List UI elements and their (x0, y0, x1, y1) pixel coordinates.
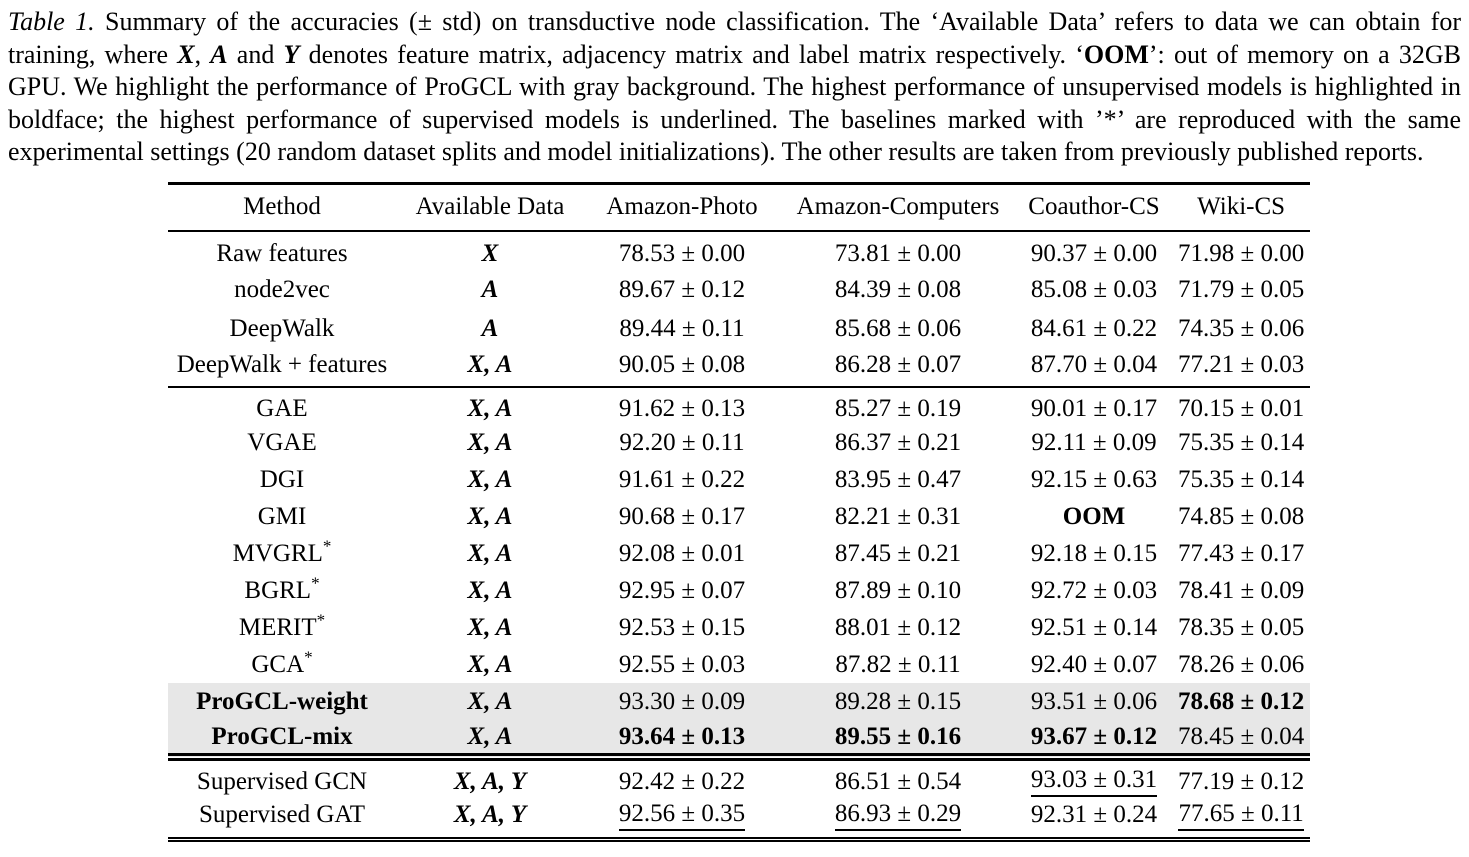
accuracy-value: 78.68 ± 0.12 (1178, 687, 1305, 715)
caption-segment: A (210, 39, 228, 69)
method-name (168, 757, 396, 798)
value-cell (584, 309, 780, 348)
method-name (168, 231, 396, 270)
accuracy-value: 92.08 ± 0.01 (618, 539, 746, 567)
value-cell (780, 231, 1016, 270)
accuracy-value: 93.03 ± 0.31 (1031, 767, 1157, 797)
table-row (168, 387, 1310, 424)
method-label: Raw features (216, 239, 348, 267)
value-cell (584, 572, 780, 609)
method-name (168, 609, 396, 646)
table-group-0 (168, 231, 1310, 387)
column-header-wiki-cs: Wiki-CS (1197, 193, 1286, 221)
accuracy-value: 78.26 ± 0.06 (1178, 650, 1305, 678)
method-name (168, 683, 396, 720)
accuracy-value: 84.39 ± 0.08 (834, 275, 962, 303)
method-name (168, 387, 396, 424)
accuracy-value: 77.43 ± 0.17 (1178, 539, 1305, 567)
available-data: X, A (467, 428, 513, 456)
caption-segment: OOM (1083, 39, 1149, 69)
value-cell (1172, 720, 1310, 757)
table-caption (8, 6, 1461, 169)
value-cell (780, 683, 1016, 720)
value-cell (780, 387, 1016, 424)
table-row (168, 231, 1310, 270)
accuracy-value: 90.05 ± 0.08 (618, 350, 746, 378)
method-name (168, 798, 396, 839)
value-cell (1172, 348, 1310, 387)
accuracy-value: 87.89 ± 0.10 (834, 576, 962, 604)
table-row (168, 757, 1310, 798)
method-name (168, 646, 396, 683)
method-name (168, 270, 396, 309)
available-data: X, A (467, 394, 513, 422)
value-cell (584, 683, 780, 720)
caption-segment: denotes feature matrix, adjacency matrix and label matrix respectively. ‘ (299, 39, 1084, 69)
accuracy-value: 78.35 ± 0.05 (1178, 613, 1305, 641)
accuracy-value: 92.31 ± 0.24 (1030, 801, 1158, 829)
accuracy-value: 78.53 ± 0.00 (618, 239, 746, 267)
caption-segment: ’: out of memory on a 32GB GPU. We highlight the performance of ProGCL with gray background. The highest performance of unsupervised models is highlighted in boldface; the highest performance of supervised models is underlined. The baselines marked with ’*’ are reproduced with the same experimental settings (20 random dataset splits and model initializations). The other results are taken from previously published reports. (8, 39, 1461, 166)
table-row (168, 683, 1310, 720)
available-data: X, A, Y (453, 767, 527, 795)
caption-segment: , (194, 39, 211, 69)
accuracy-value: OOM (1062, 502, 1126, 530)
table-row (168, 535, 1310, 572)
method-name (168, 348, 396, 387)
value-cell (1172, 646, 1310, 683)
available-data: A (481, 275, 499, 303)
value-cell (1016, 387, 1172, 424)
results-table (168, 182, 1310, 842)
accuracy-value: 71.79 ± 0.05 (1178, 275, 1305, 303)
accuracy-value: 92.18 ± 0.15 (1030, 539, 1158, 567)
accuracy-value: 77.21 ± 0.03 (1178, 350, 1305, 378)
available-data: X, A (467, 539, 513, 567)
method-label: Supervised GCN (196, 767, 368, 795)
value-cell (780, 270, 1016, 309)
value-cell (584, 798, 780, 839)
accuracy-value: 78.45 ± 0.04 (1178, 722, 1305, 750)
value-cell (780, 424, 1016, 461)
value-cell (584, 270, 780, 309)
accuracy-value: 71.98 ± 0.00 (1178, 239, 1305, 267)
accuracy-value: 89.28 ± 0.15 (834, 687, 962, 715)
value-cell (584, 387, 780, 424)
accuracy-value: 90.01 ± 0.17 (1030, 394, 1158, 422)
value-cell (780, 572, 1016, 609)
available-data: X (481, 239, 499, 267)
column-header-available-data: Available Data (415, 193, 565, 221)
accuracy-value: 92.20 ± 0.11 (619, 428, 745, 456)
available-data: X, A (467, 687, 513, 715)
value-cell (1016, 572, 1172, 609)
accuracy-value: 84.61 ± 0.22 (1030, 314, 1158, 342)
available-data: X, A (467, 502, 513, 530)
accuracy-value: 86.93 ± 0.29 (835, 801, 961, 831)
value-cell (1016, 646, 1172, 683)
value-cell (1016, 757, 1172, 798)
value-cell (1016, 309, 1172, 348)
table-row (168, 720, 1310, 757)
method-label: MERIT (238, 613, 317, 641)
accuracy-value: 86.37 ± 0.21 (834, 428, 962, 456)
accuracy-value: 85.27 ± 0.19 (834, 394, 962, 422)
value-cell (1172, 387, 1310, 424)
value-cell (584, 757, 780, 798)
accuracy-value: 75.35 ± 0.14 (1178, 465, 1305, 493)
method-name (168, 424, 396, 461)
accuracy-value: 89.55 ± 0.16 (834, 722, 962, 750)
available-data: X, A (467, 722, 513, 750)
value-cell (1016, 231, 1172, 270)
accuracy-value: 92.42 ± 0.22 (618, 767, 746, 795)
value-cell (1172, 535, 1310, 572)
value-cell (584, 646, 780, 683)
caption-segment: Summary of the accuracies (± std) on transductive node classification. The ‘Available Data’ refers to data we can obtain for training, where (8, 7, 1462, 69)
accuracy-value: 74.35 ± 0.06 (1178, 314, 1305, 342)
table-row (168, 646, 1310, 683)
accuracy-value: 92.72 ± 0.03 (1030, 576, 1158, 604)
accuracy-value: 92.55 ± 0.03 (618, 650, 746, 678)
value-cell (780, 498, 1016, 535)
method-name (168, 498, 396, 535)
column-header-amazon-computers: Amazon-Computers (796, 193, 1000, 221)
value-cell (1016, 498, 1172, 535)
available-data: X, A (467, 465, 513, 493)
accuracy-value: 87.70 ± 0.04 (1030, 350, 1158, 378)
value-cell (1016, 348, 1172, 387)
accuracy-value: 92.51 ± 0.14 (1030, 613, 1158, 641)
table-row (168, 424, 1310, 461)
reproduced-marker: * (311, 573, 320, 593)
value-cell (1172, 270, 1310, 309)
accuracy-value: 88.01 ± 0.12 (834, 613, 962, 641)
accuracy-value: 75.35 ± 0.14 (1178, 428, 1305, 456)
value-cell (780, 461, 1016, 498)
accuracy-value: 92.56 ± 0.35 (619, 801, 745, 831)
value-cell (780, 798, 1016, 839)
accuracy-value: 83.95 ± 0.47 (834, 465, 962, 493)
available-data: X, A, Y (453, 801, 527, 829)
accuracy-value: 87.82 ± 0.11 (835, 650, 961, 678)
value-cell (1172, 757, 1310, 798)
accuracy-value: 73.81 ± 0.00 (834, 239, 962, 267)
method-label: DeepWalk + features (176, 350, 388, 378)
table-row (168, 572, 1310, 609)
method-label: ProGCL-mix (211, 722, 353, 750)
value-cell (1016, 683, 1172, 720)
method-label: MVGRL (232, 539, 323, 567)
value-cell (780, 309, 1016, 348)
caption-segment: and (227, 39, 284, 69)
value-cell (1172, 798, 1310, 839)
accuracy-value: 92.53 ± 0.15 (618, 613, 746, 641)
method-label: ProGCL-weight (196, 687, 368, 715)
accuracy-value: 77.19 ± 0.12 (1178, 767, 1305, 795)
available-data: A (481, 314, 499, 342)
value-cell (1172, 572, 1310, 609)
value-cell (1016, 609, 1172, 646)
accuracy-value: 89.67 ± 0.12 (618, 275, 746, 303)
accuracy-value: 91.62 ± 0.13 (618, 394, 746, 422)
method-name (168, 461, 396, 498)
method-label: DGI (259, 465, 305, 493)
value-cell (780, 646, 1016, 683)
column-header-amazon-photo: Amazon-Photo (606, 193, 758, 221)
accuracy-value: 82.21 ± 0.31 (834, 502, 962, 530)
table-row (168, 270, 1310, 309)
column-header-coauthor-cs: Coauthor-CS (1028, 193, 1160, 221)
available-data: X, A (467, 613, 513, 641)
accuracy-value: 89.44 ± 0.11 (619, 314, 745, 342)
method-label: node2vec (234, 275, 330, 303)
table-row (168, 461, 1310, 498)
value-cell (780, 609, 1016, 646)
accuracy-value: 86.51 ± 0.54 (834, 767, 962, 795)
reproduced-marker: * (316, 610, 326, 630)
table-group-1 (168, 387, 1310, 757)
method-name (168, 309, 396, 348)
value-cell (780, 348, 1016, 387)
table-header (168, 183, 1310, 231)
value-cell (584, 461, 780, 498)
method-label: BGRL (244, 576, 312, 604)
table-row (168, 309, 1310, 348)
value-cell (780, 720, 1016, 757)
value-cell (780, 757, 1016, 798)
value-cell (584, 535, 780, 572)
method-label: Supervised GAT (199, 801, 365, 829)
table-row (168, 498, 1310, 535)
accuracy-value: 93.64 ± 0.13 (618, 722, 746, 750)
value-cell (584, 720, 780, 757)
accuracy-value: 87.45 ± 0.21 (834, 539, 962, 567)
method-name (168, 535, 396, 572)
header-row (168, 183, 1310, 231)
accuracy-value: 90.37 ± 0.00 (1030, 239, 1158, 267)
value-cell (584, 424, 780, 461)
accuracy-value: 92.40 ± 0.07 (1030, 650, 1158, 678)
accuracy-value: 86.28 ± 0.07 (834, 350, 962, 378)
value-cell (584, 348, 780, 387)
caption-segment: Table 1. (8, 7, 95, 36)
accuracy-value: 85.08 ± 0.03 (1030, 275, 1158, 303)
method-label: DeepWalk (229, 314, 335, 342)
accuracy-value: 93.30 ± 0.09 (618, 687, 746, 715)
value-cell (584, 609, 780, 646)
value-cell (1016, 720, 1172, 757)
value-cell (1016, 270, 1172, 309)
value-cell (1016, 798, 1172, 839)
accuracy-value: 91.61 ± 0.22 (618, 465, 746, 493)
table-row (168, 798, 1310, 839)
accuracy-value: 70.15 ± 0.01 (1178, 394, 1305, 422)
value-cell (1016, 424, 1172, 461)
method-label: GCA (251, 650, 305, 678)
value-cell (780, 535, 1016, 572)
reproduced-marker: * (322, 536, 332, 556)
table-group-2 (168, 757, 1310, 839)
available-data: X, A (467, 350, 513, 378)
method-label: GAE (256, 394, 308, 422)
column-header-method: Method (243, 193, 321, 221)
available-data: X, A (467, 650, 513, 678)
table-row (168, 609, 1310, 646)
method-label: VGAE (247, 428, 317, 456)
accuracy-value: 93.51 ± 0.06 (1030, 687, 1158, 715)
value-cell (1172, 498, 1310, 535)
value-cell (584, 231, 780, 270)
method-label: GMI (257, 502, 307, 530)
accuracy-value: 77.65 ± 0.11 (1178, 801, 1303, 831)
accuracy-value: 93.67 ± 0.12 (1030, 722, 1158, 750)
value-cell (584, 498, 780, 535)
value-cell (1172, 231, 1310, 270)
value-cell (1172, 683, 1310, 720)
value-cell (1172, 609, 1310, 646)
table-row (168, 348, 1310, 387)
method-name (168, 720, 396, 757)
value-cell (1016, 461, 1172, 498)
value-cell (1172, 309, 1310, 348)
reproduced-marker: * (304, 647, 313, 667)
accuracy-value: 78.41 ± 0.09 (1178, 576, 1305, 604)
accuracy-value: 74.85 ± 0.08 (1178, 502, 1305, 530)
accuracy-value: 92.15 ± 0.63 (1030, 465, 1158, 493)
available-data: X, A (467, 576, 513, 604)
accuracy-value: 92.95 ± 0.07 (618, 576, 746, 604)
accuracy-value: 85.68 ± 0.06 (834, 314, 962, 342)
value-cell (1016, 535, 1172, 572)
value-cell (1172, 424, 1310, 461)
accuracy-value: 90.68 ± 0.17 (618, 502, 746, 530)
value-cell (1172, 461, 1310, 498)
accuracy-value: 92.11 ± 0.09 (1031, 428, 1157, 456)
caption-segment: Y (283, 39, 300, 69)
method-name (168, 572, 396, 609)
caption-segment: X (177, 39, 195, 69)
